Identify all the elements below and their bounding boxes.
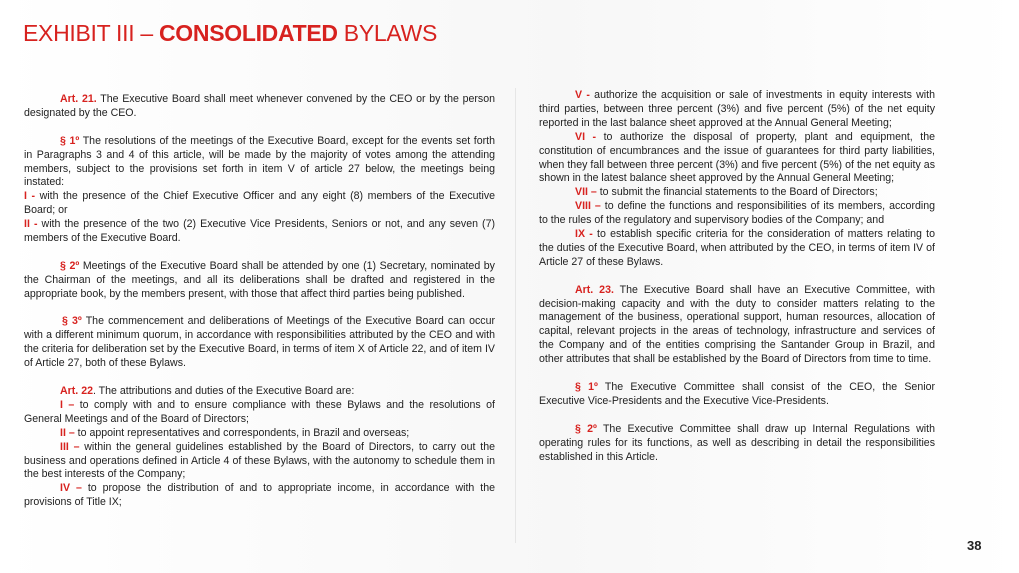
art23-paragraph [539, 284, 935, 367]
art22-item-ix-heading: IX - [575, 228, 593, 241]
art21-item-ii [24, 218, 495, 246]
art22-item-vii-text: to submit the financial statements to the Board of Directors; [596, 186, 878, 199]
art22-text: . The attributions and duties of the Executive Board are: [92, 384, 355, 397]
art21-p3-paragraph [24, 315, 495, 371]
art22-item-iii-text: within the general guidelines established by the Board of Directors, to carry out the business and operations defined in Article 4 of these Bylaws, with the autonomy to schedule them in the best interests of the Company; [24, 440, 495, 481]
art22-item-v-heading: V - [575, 89, 590, 101]
title-suffix: BYLAWS [337, 20, 437, 46]
art22-item-vii [539, 186, 935, 200]
art22-item-vi-heading: VI - [575, 130, 597, 143]
title-prefix: EXHIBIT III – [23, 20, 159, 46]
art21-p1-paragraph [24, 135, 495, 191]
art22-item-iv [24, 482, 495, 510]
art22-item-i [24, 399, 495, 427]
art22-item-iv-heading: IV – [60, 482, 82, 495]
art22-item-viii-text: to define the functions and responsibilities of its members, according to the rules of the regulatory and supervisory bodies of the Company; and [539, 200, 936, 227]
art22-item-ii-heading: II – [60, 426, 75, 439]
art21-p2-paragraph [24, 260, 495, 302]
art22-item-i-text: to comply with and to ensure compliance with these Bylaws and the resolutions of General Meetings and of the Board of Directors; [24, 398, 495, 425]
page-number: 38 [967, 538, 982, 553]
title-bold: CONSOLIDATED [158, 20, 338, 46]
art21-item-ii-heading: II - [24, 218, 38, 231]
column-divider [515, 88, 516, 543]
art21-item-i [24, 190, 495, 218]
art21-item-i-text: with the presence of the Chief Executive Officer and any eight (8) members of the Executive Board; or [24, 190, 496, 217]
art22-item-v-text: authorize the acquisition or sale of investments in equity interests with third parties, between three percent (3%) and five percent (5%) of the net equity reported in the last balance sheet approved at the Annual General Meeting; [539, 89, 935, 129]
art23-p2-heading: § 2º [575, 422, 597, 435]
art21-p3-text: The commencement and deliberations of Meetings of the Executive Board can occur with a different minimum quorum, in accordance with responsibilities attributed by the CEO and with the criteria for deliberation set by the Executive Board, in terms of item X of Article 22, and of item IV of Article 27, both of these Bylaws. [24, 315, 495, 370]
art22-paragraph [24, 385, 495, 399]
page-title [23, 20, 437, 47]
art22-item-vii-heading: VII – [575, 186, 597, 199]
art22-item-ix [539, 228, 935, 270]
art22-item-iii-heading: III – [60, 440, 80, 453]
art23-p1-paragraph [539, 381, 935, 409]
art22-heading: Art. 22 [60, 384, 93, 397]
art22-item-iii [24, 441, 495, 483]
art23-text: The Executive Board shall have an Executive Committee, with decision-making capacity and with the duty to consider matters relating to the management of the business, operational support, human resources, allocation of capital, relevant projects in the areas of technology, infrastructure and services of the Company and of the entities comprising the Santander Group in Brazil, and other attributes that shall be established by the Board of Directors from time to time. [539, 283, 935, 366]
art21-text: The Executive Board shall meet whenever convened by the CEO or by the person designated by the CEO. [24, 93, 495, 119]
art21-item-ii-text: with the presence of the two (2) Executive Vice Presidents, Seniors or not, and any seven (7) members of the Executive Board. [24, 218, 496, 245]
right-column [539, 89, 935, 464]
art23-p2-text: The Executive Committee shall draw up Internal Regulations with operating rules for its functions, as well as describing in detail the responsibilities established in this Article. [539, 422, 935, 463]
art22-item-viii [539, 200, 935, 228]
art21-heading: Art. 21. [60, 93, 97, 105]
art22-item-ii-text: to appoint representatives and correspondents, in Brazil and overseas; [74, 426, 410, 439]
art22-item-i-heading: I – [60, 398, 75, 411]
art22-item-viii-heading: VIII – [575, 200, 601, 213]
art23-heading: Art. 23. [575, 283, 614, 296]
art21-p1-text: The resolutions of the meetings of the Executive Board, except for the events set forth in Paragraphs 3 and 4 of this article, will be made by the majority of votes among the attending members, subject to the provisions set forth in item V of article 27 below, the meetings being instated: [24, 134, 495, 189]
art23-p1-heading: § 1º [575, 381, 598, 393]
art21-p1-heading: § 1º [60, 134, 80, 147]
art21-item-i-heading: I - [24, 190, 36, 203]
art21-p3-heading: § 3º [62, 315, 82, 328]
art22-item-vi [539, 131, 935, 187]
art23-p1-text: The Executive Committee shall consist of the CEO, the Senior Executive Vice-Presidents and the Executive Vice-Presidents. [539, 381, 935, 407]
art22-item-v [539, 89, 935, 131]
art22-item-iv-text: to propose the distribution of and to appropriate income, in accordance with the provisions of Title IX; [24, 482, 495, 509]
art21-p2-heading: § 2º [60, 259, 80, 272]
art21-paragraph [24, 93, 495, 121]
art23-p2-paragraph [539, 423, 935, 465]
art21-p2-text: Meetings of the Executive Board shall be attended by one (1) Secretary, nominated by the Chairman of the meetings, and all its deliberations shall be drafted and registered in the appropriate book, by the members present, with those that affect third parties being published. [24, 259, 495, 300]
art22-item-ii [24, 427, 495, 441]
art22-item-ix-text: to establish specific criteria for the consideration of matters relating to the duties of the Executive Board, when attributed by the CEO, in terms of item IV of Article 27 of these Bylaws. [539, 228, 935, 268]
left-column [24, 93, 495, 510]
art22-item-vi-text: to authorize the disposal of property, plant and equipment, the constitution of encumbrances and the issue of guarantees for third party liabilities, when they fall between three percent (3%) and five percent (5%) of the net equity as shown in the latest balance sheet approved by the Annual General Meeting; [539, 130, 936, 185]
